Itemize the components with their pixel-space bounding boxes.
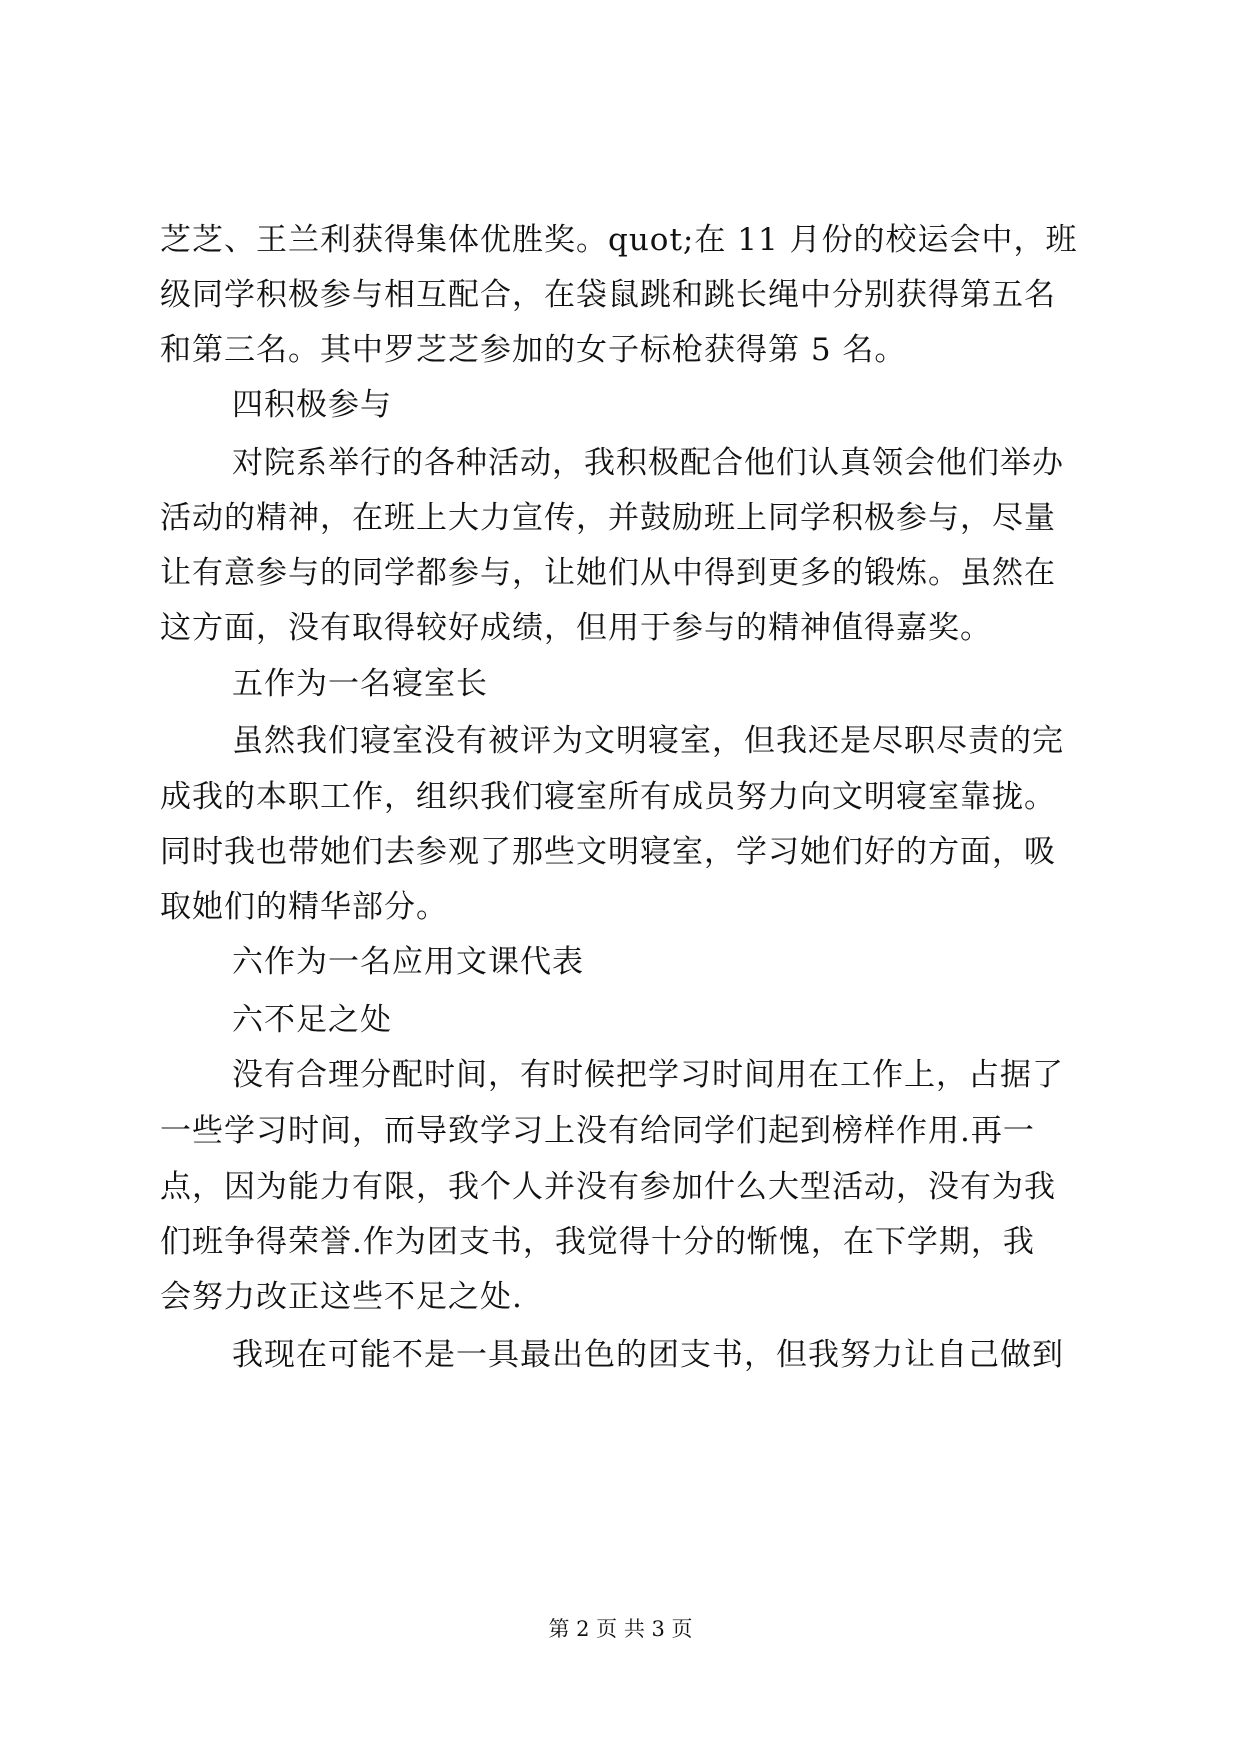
text-line: 这方面，没有取得较好成绩，但用于参与的精神值得嘉奖。 [160,610,992,646]
section-heading: 五作为一名寝室长 [232,666,488,702]
text-line: 们班争得荣誉.作为团支书，我觉得十分的惭愧，在下学期，我 [160,1224,1035,1260]
text-line: 没有合理分配时间，有时候把学习时间用在工作上，占据了 [232,1057,1064,1093]
text-line: 让有意参与的同学都参与，让她们从中得到更多的锻炼。虽然在 [160,555,1056,591]
text-line: 取她们的精华部分。 [160,889,448,925]
text-line: 芝芝、王兰利获得集体优胜奖。quot;在 11 月份的校运会中，班 [160,222,1078,258]
text-line: 对院系举行的各种活动，我积极配合他们认真领会他们举办 [232,445,1064,481]
text-line: 我现在可能不是一具最出色的团支书，但我努力让自己做到 [232,1337,1064,1373]
section-heading: 四积极参与 [232,387,392,423]
text-line: 活动的精神，在班上大力宣传，并鼓励班上同学积极参与，尽量 [160,500,1056,536]
text-line: 和第三名。其中罗芝芝参加的女子标枪获得第 5 名。 [160,332,907,368]
text-line: 同时我也带她们去参观了那些文明寝室，学习她们好的方面，吸 [160,834,1056,870]
section-heading: 六作为一名应用文课代表 [232,944,584,980]
text-line: 点，因为能力有限，我个人并没有参加什么大型活动，没有为我 [160,1169,1056,1205]
text-line: 一些学习时间，而导致学习上没有给同学们起到榜样作用.再一 [160,1113,1035,1149]
text-line: 虽然我们寝室没有被评为文明寝室，但我还是尽职尽责的完 [232,723,1064,759]
section-heading: 六不足之处 [232,1002,392,1038]
page-number-footer: 第 2 页 共 3 页 [548,1617,693,1641]
text-line: 成我的本职工作，组织我们寝室所有成员努力向文明寝室靠拢。 [160,779,1056,815]
text-line: 级同学积极参与相互配合，在袋鼠跳和跳长绳中分别获得第五名 [160,277,1056,313]
text-line: 会努力改正这些不足之处. [160,1279,523,1315]
